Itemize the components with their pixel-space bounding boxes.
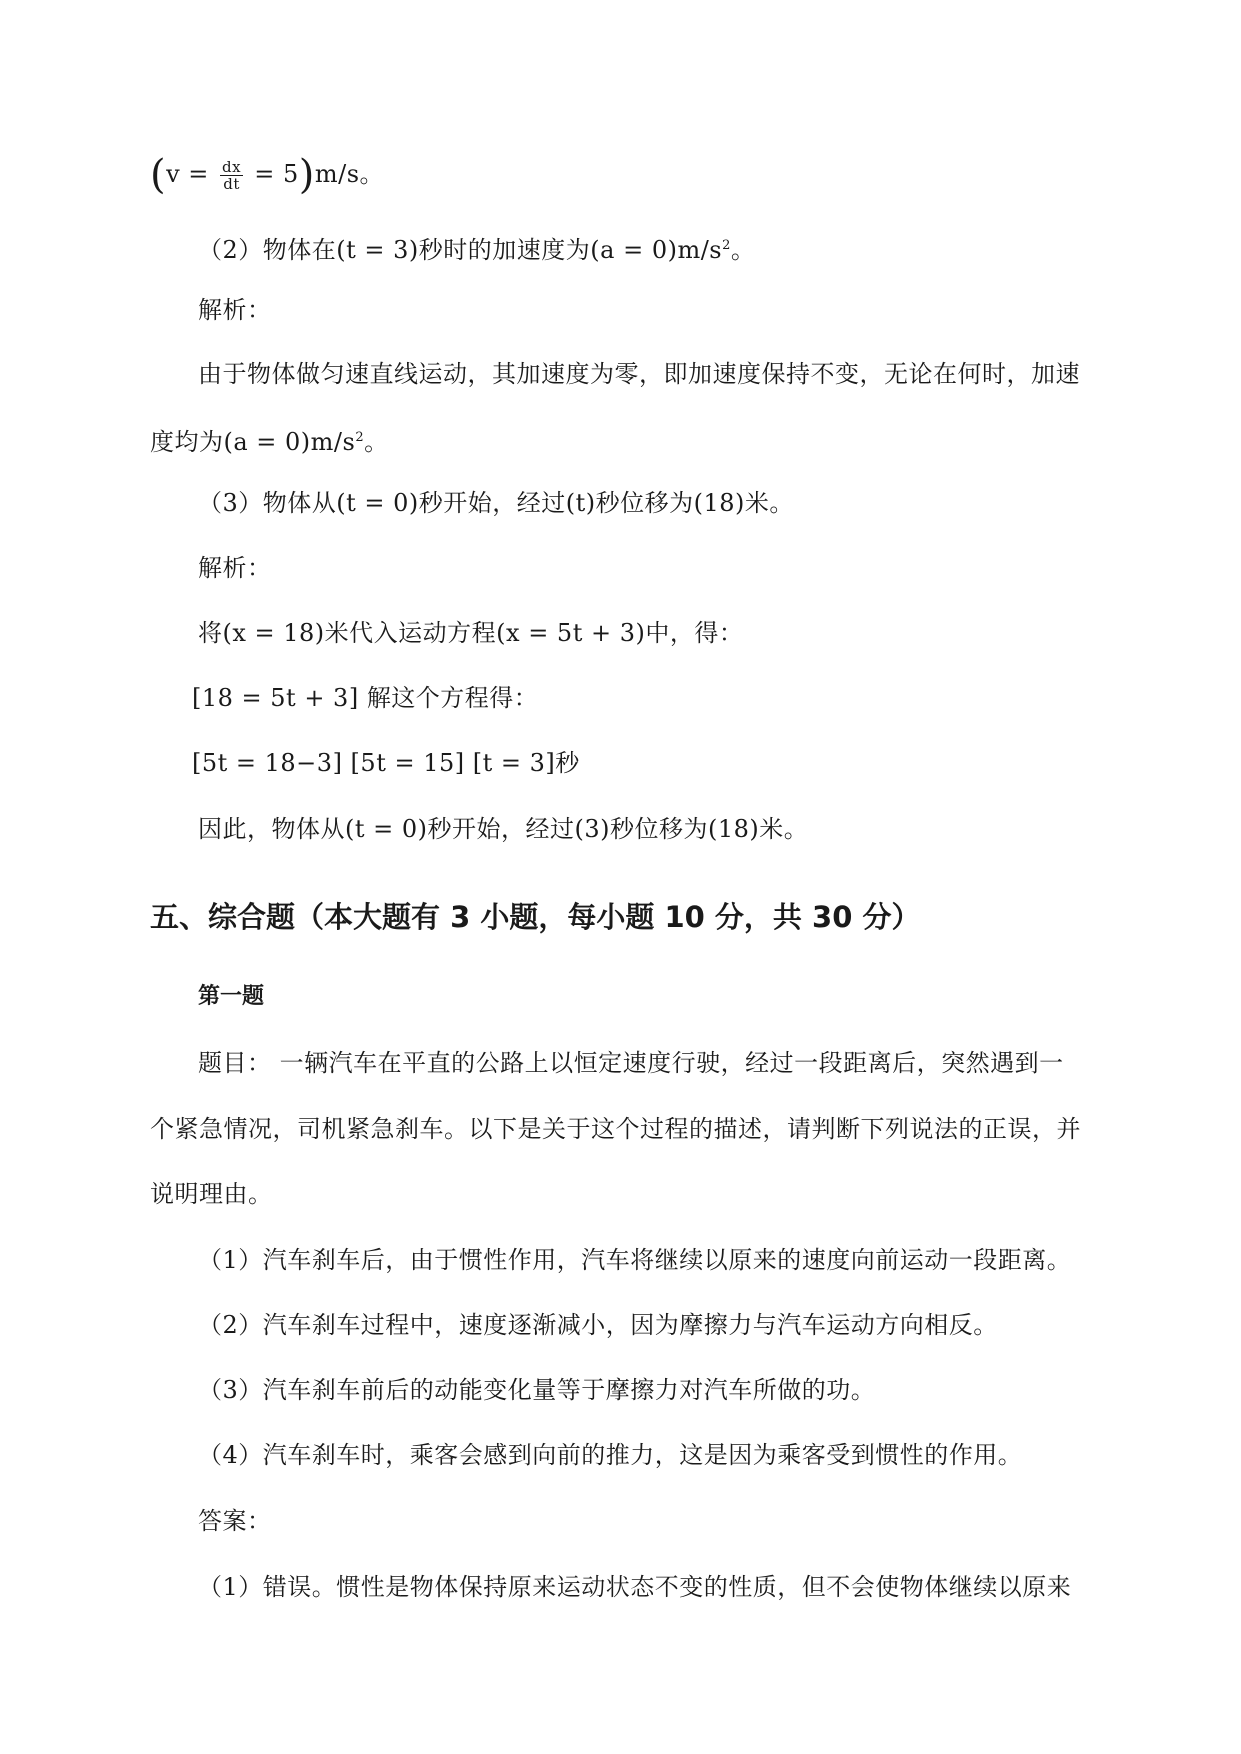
- exponent: 2: [722, 238, 731, 253]
- solution-step-2: [18 = 5t + 3] 解这个方程得：: [192, 684, 539, 712]
- answer-1: （1）错误。惯性是物体保持原来运动状态不变的性质，但不会使物体继续以原来: [198, 1573, 1072, 1601]
- fraction-denominator: dt: [223, 175, 240, 193]
- exponent: 2: [355, 430, 365, 445]
- analysis-label-2: 解析：: [198, 554, 272, 582]
- section-title: 五、综合题（本大题有 3 小题，每小题 10 分，共 30 分）: [150, 900, 921, 934]
- conclusion: 因此，物体从(t = 0)秒开始，经过(3)秒位移为(18)米。: [198, 815, 809, 843]
- explanation-1-line-1: 由于物体做匀速直线运动，其加速度为零，即加速度保持不变，无论在何时，加速: [198, 360, 1080, 388]
- velocity-formula-line: [150, 152, 385, 198]
- question-3: （3）物体从(t = 0)秒开始，经过(t)秒位移为(18)米。: [198, 489, 794, 517]
- statement-3: （3）汽车刹车前后的动能变化量等于摩擦力对汽车所做的功。: [198, 1376, 876, 1404]
- open-paren: (: [150, 152, 167, 198]
- close-paren: ): [298, 152, 315, 198]
- question-line-3: 说明理由。: [150, 1180, 273, 1208]
- formula-value: = 5: [246, 160, 299, 188]
- question-line-1: 题目： 一辆汽车在平直的公路上以恒定速度行驶，经过一段距离后，突然遇到一: [198, 1049, 1064, 1077]
- statement-2: （2）汽车刹车过程中，速度逐渐减小，因为摩擦力与汽车运动方向相反。: [198, 1311, 998, 1339]
- derivative-fraction: [220, 159, 243, 192]
- formula-unit: m/s。: [314, 160, 385, 188]
- solution-step-1: 将(x = 18)米代入运动方程(x = 5t + 3)中，得：: [198, 619, 744, 647]
- formula-v: v =: [166, 160, 218, 188]
- sub-title: 第一题: [198, 984, 265, 1009]
- statement-4: （4）汽车刹车时，乘客会感到向前的推力，这是因为乘客受到惯性的作用。: [198, 1441, 1023, 1469]
- explanation-1-line-2: 度均为$(a = 0)m/s^2$。: [150, 428, 389, 456]
- analysis-label-1: 解析：: [198, 296, 272, 324]
- fraction-numerator: dx: [222, 158, 242, 176]
- answer-label: 答案：: [198, 1507, 272, 1535]
- solution-step-3: [5t = 18−3] [5t = 15] [t = 3]秒: [192, 749, 580, 777]
- statement-1: （1）汽车刹车后，由于惯性作用，汽车将继续以原来的速度向前运动一段距离。: [198, 1246, 1072, 1274]
- question-line-2: 个紧急情况，司机紧急刹车。以下是关于这个过程的描述，请判断下列说法的正误，并: [150, 1115, 1081, 1143]
- question-2: （2）物体在(t = 3)秒时的加速度为$(a = 0)m/s^2$。: [198, 236, 756, 264]
